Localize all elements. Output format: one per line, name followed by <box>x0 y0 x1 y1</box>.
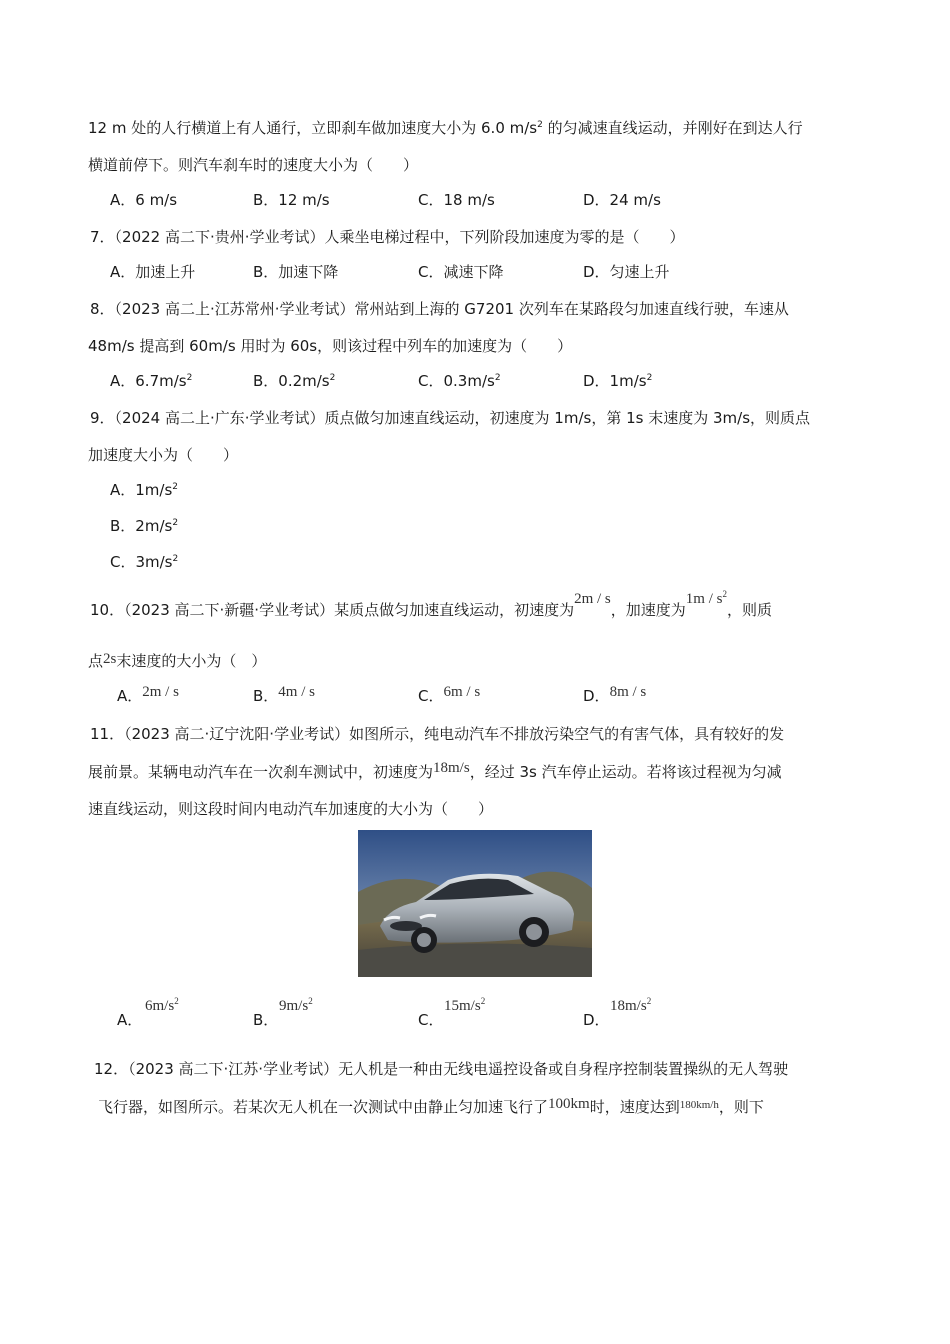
q7-option-d: D．匀速上升 <box>583 263 670 281</box>
q10-option-b: B．4m / s <box>253 684 315 705</box>
q8-line-2: 48m/s 提高到 60m/s 用时为 60s，则该过程中列车的加速度为（ ） <box>88 337 573 355</box>
q10-option-d: D．8m / s <box>583 684 647 705</box>
q10-line-2: 点2s末速度的大小为（ ） <box>88 651 267 670</box>
q8-option-b: B．$0.2m/s^2$ <box>253 372 336 390</box>
q6-option-d: D．24 m/s <box>583 191 661 209</box>
q10-v0: 2m / s <box>574 591 611 607</box>
q9-option-b: B．$2m/s^2$ <box>110 517 179 535</box>
q11-option-c-value: $15m/s^2$ <box>444 996 486 1014</box>
electric-car-photo <box>358 830 592 977</box>
q6-option-c: C．18 m/s <box>418 191 495 209</box>
q11-option-b: B． <box>253 1011 279 1029</box>
q7-option-c: C．减速下降 <box>418 263 504 281</box>
q7-option-b: B．加速下降 <box>253 263 339 281</box>
q9-line-2: 加速度大小为（ ） <box>88 446 239 464</box>
q6-line-1: 12 m 处的人行横道上有人通行，立即刹车做加速度大小为 6.0 $m/s^2$ 的匀减速直线运动，并刚好在到达人行 <box>88 119 803 137</box>
q10-line-1: 10．（2023 高二下·新疆·学业考试）某质点做匀加速直线运动，初速度为2m / s，加速度为$1m / s^2$，则质 <box>90 589 772 619</box>
q7-line-1: 7．（2022 高二下·贵州·学业考试）人乘坐电梯过程中，下列阶段加速度为零的是（ ） <box>90 228 685 246</box>
q11-option-d: D． <box>583 1011 610 1029</box>
q10-acc: $1m / s^2$ <box>685 589 727 607</box>
q12-line-2: 飞行器，如图所示。若某次无人机在一次测试中由静止匀加速飞行了100km时，速度达到$^{180km/h}$，则下 <box>98 1096 764 1116</box>
q9-option-a: A．$1m/s^2$ <box>110 481 179 499</box>
q6-line-2: 横道前停下。则汽车刹车时的速度大小为（ ） <box>88 156 419 174</box>
q11-line-2: 展前景。某辆电动汽车在一次刹车测试中，初速度为18m/s，经过 3s 汽车停止运动。若将该过程视为匀减 <box>88 760 782 781</box>
q11-option-a: A． <box>117 1011 143 1029</box>
q11-line-1: 11．（2023 高二·辽宁沈阳·学业考试）如图所示，纯电动汽车不排放污染空气的有害气体，具有较好的发 <box>90 725 785 743</box>
q9-line-1: 9．（2024 高二上·广东·学业考试）质点做匀加速直线运动，初速度为 1m/s，第 1s 末速度为 3m/s，则质点 <box>90 409 811 427</box>
q10-time: 2s <box>103 651 117 667</box>
q6-option-a: A．6 m/s <box>110 191 178 209</box>
q9-option-c: C．$3m/s^2$ <box>110 553 179 571</box>
q12-distance: 100km <box>548 1096 590 1112</box>
q6-option-b: B．12 m/s <box>253 191 330 209</box>
q10-option-c: C．6m / s <box>418 684 481 705</box>
q8-line-1: 8．（2023 高二上·江苏常州·学业考试）常州站到上海的 G7201 次列车在某路段匀加速直线行驶，车速从 <box>90 300 789 318</box>
q8-option-a: A．$6.7m/s^2$ <box>110 372 193 390</box>
q10-option-a: A．2m / s <box>117 684 179 705</box>
q11-option-c: C． <box>418 1011 444 1029</box>
q11-option-a-value: $6m/s^2$ <box>145 996 179 1014</box>
q7-option-a: A．加速上升 <box>110 263 196 281</box>
q12-speed: 180km/h <box>679 1099 719 1111</box>
q11-v0: 18m/s <box>433 760 470 776</box>
q11-option-b-value: $9m/s^2$ <box>279 996 313 1014</box>
q12-line-1: 12．（2023 高二下·江苏·学业考试）无人机是一种由无线电遥控设备或自身程序控制装置操纵的无人驾驶 <box>94 1060 789 1078</box>
q11-line-3: 速直线运动，则这段时间内电动汽车加速度的大小为（ ） <box>88 800 494 818</box>
q8-option-d: D．$1m/s^2$ <box>583 372 653 390</box>
q11-option-d-value: $18m/s^2$ <box>610 996 652 1014</box>
q8-option-c: C．$0.3m/s^2$ <box>418 372 501 390</box>
